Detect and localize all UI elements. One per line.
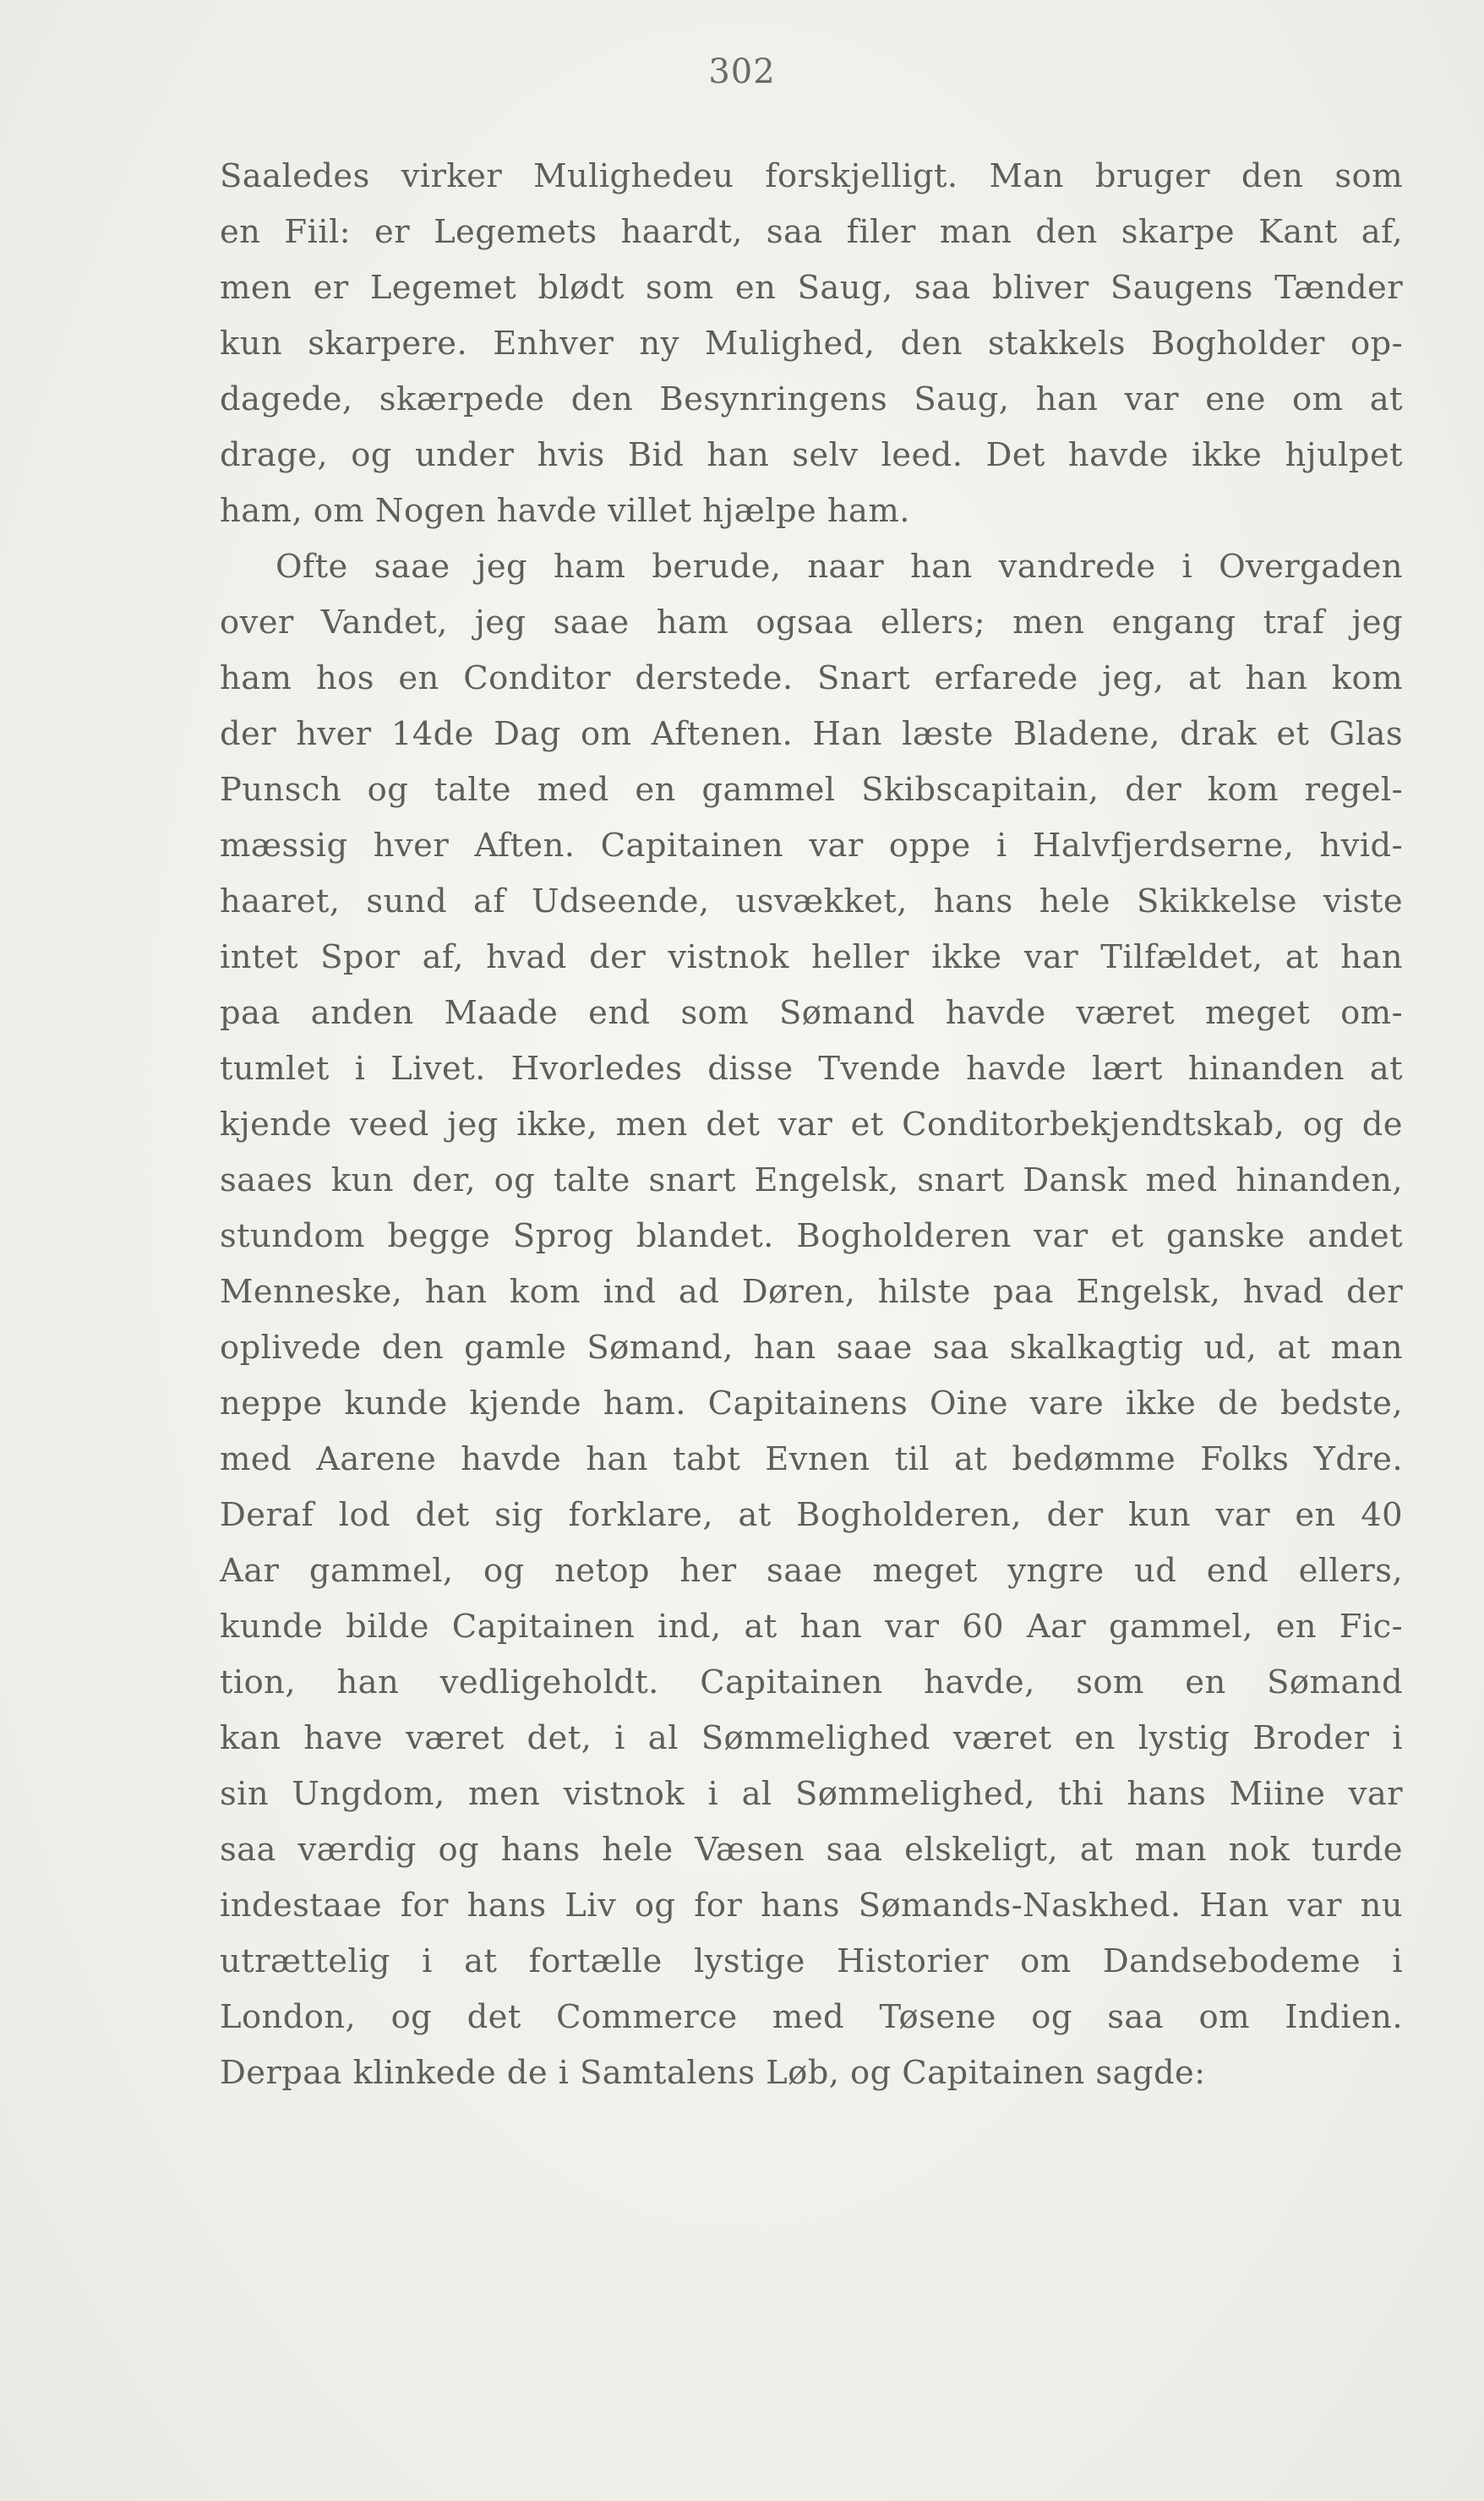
text-line: oplivede den gamle Sømand, han saae saa skalkagtig ud, at man [220,1329,1403,1367]
body-text [220,149,1403,2101]
text-line: haaret, sund af Udseende, usvækket, hans hele Skikkelse viste [220,882,1403,920]
text-line: utrættelig i at fortælle lystige Historier om Dandsebodeme i [220,1942,1403,1980]
text-line: tion, han vedligeholdt. Capitainen havde, som en Sømand [220,1663,1403,1701]
text-line: ham hos en Conditor derstede. Snart erfarede jeg, at han kom [220,659,1403,697]
text-line: drage, og under hvis Bid han selv leed. Det havde ikke hjulpet [220,436,1403,474]
text-line: kun skarpere. Enhver ny Mulighed, den stakkels Bogholder op- [220,325,1403,363]
text-line: over Vandet, jeg saae ham ogsaa ellers; men engang traf jeg [220,603,1403,642]
text-line: kunde bilde Capitainen ind, at han var 60 Aar gammel, en Fic- [220,1608,1403,1646]
text-line: mæssig hver Aften. Capitainen var oppe i Halvfjerdserne, hvid- [220,827,1403,865]
text-line: Aar gammel, og netop her saae meget yngre ud end ellers, [220,1552,1403,1590]
text-line: tumlet i Livet. Hvorledes disse Tvende havde lært hinanden at [220,1050,1403,1088]
text-line: saaes kun der, og talte snart Engelsk, snart Dansk med hinanden, [220,1161,1403,1199]
text-line: dagede, skærpede den Besynringens Saug, han var ene om at [220,380,1403,418]
text-line: sin Ungdom, men vistnok i al Sømmelighed, thi hans Miine var [220,1775,1403,1813]
text-line: paa anden Maade end som Sømand havde været meget om- [220,994,1403,1032]
text-line: en Fiil: er Legemets haardt, saa filer man den skarpe Kant af, [220,213,1403,251]
text-line: London, og det Commerce med Tøsene og saa om Indien. [220,1998,1403,2036]
text-line: kjende veed jeg ikke, men det var et Conditorbekjendtskab, og de [220,1106,1403,1144]
text-line: saa værdig og hans hele Væsen saa elskeligt, at man nok turde [220,1831,1403,1869]
text-line: Punsch og talte med en gammel Skibscapitain, der kom regel- [220,771,1403,809]
text-line: intet Spor af, hvad der vistnok heller ikke var Tilfældet, at han [220,938,1403,976]
text-line: Deraf lod det sig forklare, at Bogholderen, der kun var en 40 [220,1496,1403,1534]
text-line: kan have været det, i al Sømmelighed været en lystig Broder i [220,1719,1403,1757]
text-line: men er Legemet blødt som en Saug, saa bliver Saugens Tænder [220,269,1403,307]
text-line: Menneske, han kom ind ad Døren, hilste paa Engelsk, hvad der [220,1273,1403,1311]
text-line: Ofte saae jeg ham berude, naar han vandrede i Overgaden [276,548,1403,586]
text-line: Derpaa klinkede de i Samtalens Løb, og Capitainen sagde: [220,2054,1206,2092]
text-line: med Aarene havde han tabt Evnen til at bedømme Folks Ydre. [220,1440,1403,1478]
text-line: ham, om Nogen havde villet hjælpe ham. [220,492,910,530]
text-line: indestaae for hans Liv og for hans Sømands-Naskhed. Han var nu [220,1887,1403,1925]
text-line: Saaledes virker Mulighedeu forskjelligt. Man bruger den som [220,157,1403,195]
text-line: stundom begge Sprog blandet. Bogholderen var et ganske andet [220,1217,1403,1255]
page-number: 302 [708,52,776,91]
text-line: neppe kunde kjende ham. Capitainens Oine vare ikke de bedste, [220,1384,1403,1423]
text-line: der hver 14de Dag om Aftenen. Han læste Bladene, drak et Glas [220,715,1403,753]
